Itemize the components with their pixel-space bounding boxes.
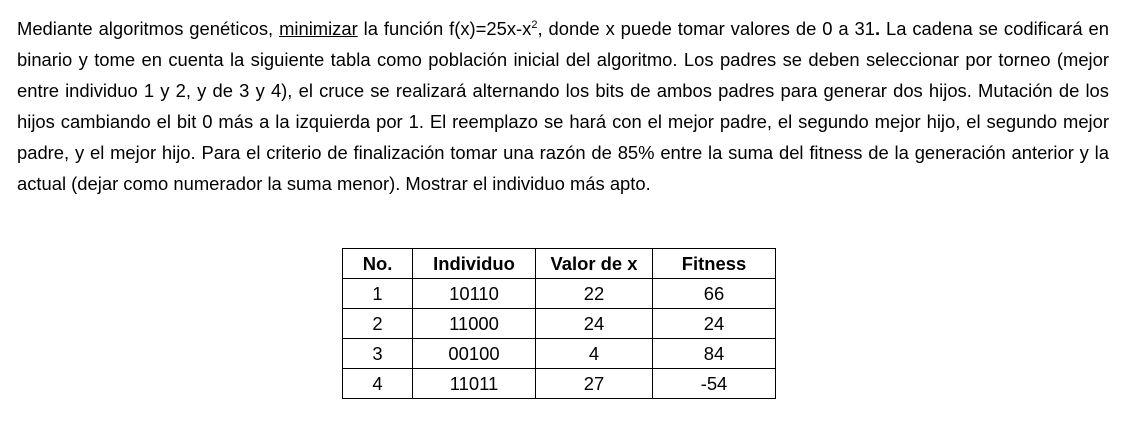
problem-text-3: , donde x puede tomar valores de 0 a 31 [537, 18, 875, 39]
table-row [343, 339, 776, 369]
table-header-row [343, 249, 776, 279]
problem-text-1: Mediante algoritmos genéticos, [17, 18, 280, 39]
problem-statement [17, 13, 1109, 199]
header-valor-x: Valor de x [536, 249, 653, 279]
cell-no: 2 [343, 309, 413, 339]
initial-population-table [342, 248, 776, 399]
header-individuo: Individuo [413, 249, 536, 279]
cell-no: 1 [343, 279, 413, 309]
exponent: 2 [531, 18, 538, 31]
cell-fitness: 66 [653, 279, 776, 309]
minimizar-keyword: minimizar [279, 18, 358, 39]
problem-text-2: la función f(x)=25x-x [357, 18, 532, 39]
cell-individuo: 11000 [413, 309, 536, 339]
cell-individuo: 10110 [413, 279, 536, 309]
header-no: No. [343, 249, 413, 279]
cell-fitness: 84 [653, 339, 776, 369]
cell-fitness: 24 [653, 309, 776, 339]
table-row [343, 279, 776, 309]
cell-fitness: -54 [653, 369, 776, 399]
table-row [343, 309, 776, 339]
table-row [343, 369, 776, 399]
cell-individuo: 11011 [413, 369, 536, 399]
cell-valor-x: 4 [536, 339, 653, 369]
cell-no: 3 [343, 339, 413, 369]
cell-valor-x: 27 [536, 369, 653, 399]
cell-individuo: 00100 [413, 339, 536, 369]
header-fitness: Fitness [653, 249, 776, 279]
bold-period: . [874, 18, 881, 39]
cell-valor-x: 22 [536, 279, 653, 309]
problem-text-4: La cadena se codificará en binario y tome en cuenta la siguiente tabla como población inicial del algoritmo. Los padres se deben seleccionar por torneo (mejor entre individuo 1 y 2, y de 3 y 4), el cruce se realizará alternando los bits de ambos padres para generar dos hijos. Mutación de los hijos cambiando el bit 0 más a la izquierda por 1. El reemplazo se hará con el mejor padre, el segundo mejor hijo, el segundo mejor padre, y el mejor hijo. Para el criterio de finalización tomar una razón de 85% entre la suma del fitness de la generación anterior y la actual (dejar como numerador la suma menor). Mostrar el individuo más apto. [17, 18, 1110, 194]
cell-valor-x: 24 [536, 309, 653, 339]
cell-no: 4 [343, 369, 413, 399]
